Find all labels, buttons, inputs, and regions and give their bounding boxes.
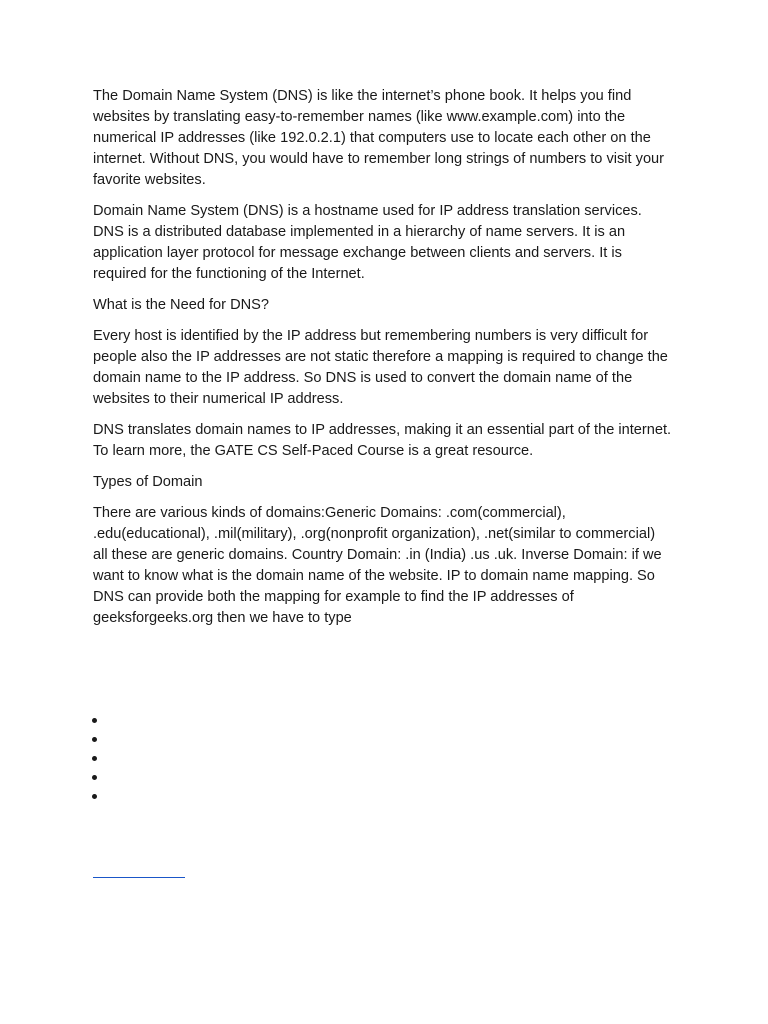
definition-paragraph: Domain Name System (DNS) is a hostname used for IP address translation services. DNS is a distributed database implemented in a hierarchy of name servers. It is an application layer protocol for message exchange between clients and servers. It is required for the functioning of the Internet. <box>93 203 642 282</box>
types-paragraph: There are various kinds of domains:Generic Domains: .com(commercial), .edu(educational), .mil(military), .org(nonprofit organization), .net(similar to commercial) all these are generic domains. Country Domain: .in (India) .us .uk. Inverse Domain: if we want to know what is the domain name of the website. IP to domain name mapping. So DNS can provide both the mapping for example to find the IP addresses of geeksforgeeks.org then we have to type <box>93 505 662 626</box>
bullet-icon <box>92 718 97 723</box>
intro-paragraph: The Domain Name System (DNS) is like the internet’s phone book. It helps you find websites by translating easy-to-remember names (like www.example.com) into the numerical IP addresses (like 192.0.2.1) that computers use to locate each other on the internet. Without DNS, you would have to remember long strings of numbers to visit your favorite websites. <box>93 88 665 188</box>
need-heading: What is the Need for DNS? <box>93 297 270 313</box>
document-body <box>93 86 673 639</box>
bullet-icon <box>92 775 97 780</box>
types-heading: Types of Domain <box>93 474 203 490</box>
need-paragraph: Every host is identified by the IP address but remembering numbers is very difficult for people also the IP addresses are not static therefore a mapping is required to change the domain name to the IP address. So DNS is used to convert the domain name of the websites to their numerical IP address. <box>93 328 668 407</box>
bullet-icon <box>92 756 97 761</box>
course-paragraph: DNS translates domain names to IP addresses, making it an essential part of the internet. To learn more, the GATE CS Self-Paced Course is a great resource. <box>93 422 672 459</box>
bullet-icon <box>92 737 97 742</box>
bullet-icon <box>92 794 97 799</box>
hyperlink[interactable] <box>93 863 185 878</box>
